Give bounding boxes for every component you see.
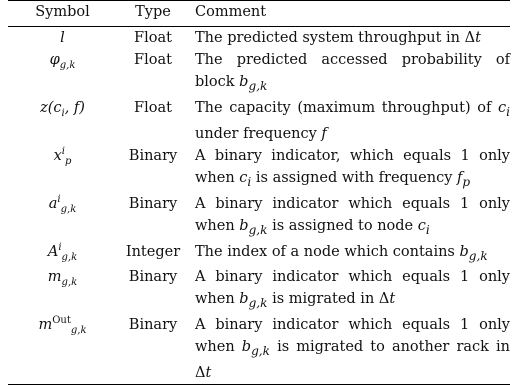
type-cell: Integer [125,243,181,260]
symbol-cell: $A^i_{g,k}$ [47,241,78,263]
table-row [8,145,510,193]
table-row [8,27,510,50]
type-cell: Float [134,30,172,46]
comment-cell: A binary indicator which equals 1 only when $b_{g,k}$ is migrated in Δt [195,269,510,311]
type-cell: Binary [128,195,178,212]
comment-cell: A binary indicator which equals 1 only when $b_{g,k}$ is assigned to node $c_i$ [195,195,510,237]
symbol-cell: $a^i_{g,k}$ [48,193,77,215]
table-header-row [8,1,510,27]
comment-cell: The index of a node which contains $b_{g,k}$ [195,243,488,263]
symbol-cell: $z(c_i$, f) [40,99,85,119]
symbol-cell: $\varphi_{g,k}$ [49,52,76,71]
comment-cell: The predicted system throughput in Δt [195,30,481,46]
type-cell: Binary [128,269,178,286]
symbol-cell: $m_{g,k}$ [47,269,78,289]
type-cell: Float [134,99,172,116]
symbol-cell: l [60,30,65,46]
header-comment: Comment [195,4,267,20]
table-row [8,97,510,145]
symbol-cell: $m^{Out}_{g,k}$ [38,315,87,337]
comment-cell: A binary indicator which equals 1 only when $b_{g,k}$ is migrated to another rack in Δt [195,317,511,382]
table-row [8,314,510,384]
table-row [8,193,510,241]
table-row [8,266,510,314]
comment-cell: A binary indicator, which equals 1 only when $c_i$ is assigned with frequency $f_p$ [195,147,510,189]
type-cell: Binary [128,147,178,164]
header-symbol: Symbol [35,4,90,20]
comment-cell: The capacity (maximum throughput) of $c_i$ under frequency f [195,99,510,142]
comment-cell: The predicted accessed probability of block $b_{g,k}$ [195,52,510,93]
header-type: Type [135,4,171,20]
symbol-cell: $x^i_p$ [53,145,72,167]
type-cell: Float [134,52,172,68]
type-cell: Binary [128,317,178,334]
table-row [8,49,510,97]
table-row [8,241,510,267]
symbol-table [8,0,510,385]
